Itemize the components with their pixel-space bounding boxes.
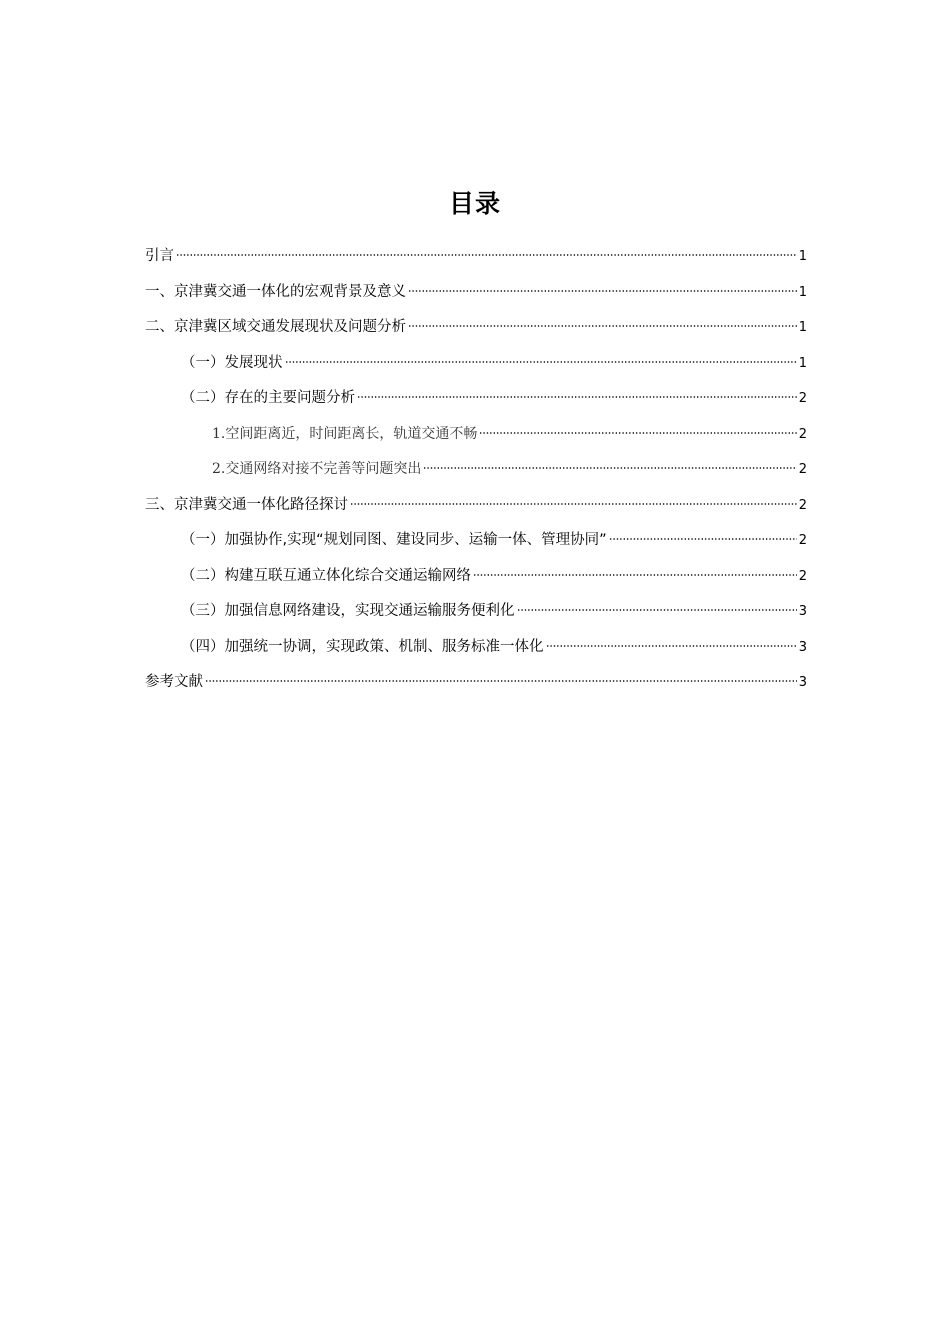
toc-list xyxy=(145,239,807,701)
toc-entry-page-number: 1 xyxy=(798,320,807,335)
toc-dot-leader xyxy=(408,290,797,292)
toc-entry-page-number: 1 xyxy=(798,355,807,371)
toc-entry-section-3[interactable] xyxy=(145,488,807,524)
toc-entry-label: （一）发展现状 xyxy=(181,354,283,371)
toc-entry-section-3-2[interactable] xyxy=(145,559,807,595)
toc-dot-leader xyxy=(546,645,797,647)
toc-entry-section-2-2[interactable] xyxy=(145,381,807,417)
toc-entry-section-2-2-2[interactable] xyxy=(145,452,807,488)
toc-dot-leader xyxy=(609,538,797,540)
toc-entry-page-number: 3 xyxy=(798,675,807,690)
toc-dot-leader xyxy=(357,396,797,398)
toc-entry-label: （二）构建互联互通立体化综合交通运输网络 xyxy=(181,567,471,584)
toc-entry-page-number: 2 xyxy=(798,497,807,513)
toc-dot-leader xyxy=(423,467,796,469)
toc-dot-leader xyxy=(285,361,797,363)
toc-entry-label: 二、京津冀区域交通发展现状及问题分析 xyxy=(145,319,406,335)
toc-entry-page-number: 3 xyxy=(798,639,807,655)
toc-dot-leader xyxy=(205,680,797,682)
toc-entry-section-1[interactable] xyxy=(145,275,807,311)
toc-entry-label: 引言 xyxy=(145,248,174,264)
toc-entry-page-number: 2 xyxy=(798,426,807,442)
toc-dot-leader xyxy=(479,432,796,434)
toc-entry-label: 参考文献 xyxy=(145,674,203,690)
toc-dot-leader xyxy=(350,503,797,505)
toc-title: 目录 xyxy=(448,189,501,218)
toc-dot-leader xyxy=(517,609,797,611)
toc-entry-section-2[interactable] xyxy=(145,310,807,346)
toc-entry-page-number: 2 xyxy=(798,462,807,477)
toc-entry-section-2-2-1[interactable] xyxy=(145,417,807,453)
toc-entry-section-3-3[interactable] xyxy=(145,594,807,630)
toc-entry-label: （二）存在的主要问题分析 xyxy=(181,390,355,406)
toc-dot-leader xyxy=(408,325,797,327)
toc-dot-leader xyxy=(176,254,797,256)
toc-entry-introduction[interactable] xyxy=(145,239,807,275)
toc-entry-page-number: 2 xyxy=(798,568,807,584)
toc-entry-page-number: 3 xyxy=(798,604,807,619)
toc-dot-leader xyxy=(473,574,797,576)
toc-entry-references[interactable] xyxy=(145,665,807,701)
toc-entry-label: 2.交通网络对接不完善等问题突出 xyxy=(212,461,422,477)
toc-entry-page-number: 2 xyxy=(798,533,807,548)
toc-entry-page-number: 1 xyxy=(798,284,807,300)
toc-entry-label: （三）加强信息网络建设，实现交通运输服务便利化 xyxy=(181,603,515,619)
toc-entry-label: 三、京津冀交通一体化路径探讨 xyxy=(145,496,348,513)
toc-entry-label: （一）加强协作,实现“规划同图、建设同步、运输一体、管理协同” xyxy=(181,532,607,548)
toc-entry-page-number: 1 xyxy=(798,249,807,264)
toc-entry-page-number: 2 xyxy=(798,391,807,406)
toc-entry-section-3-4[interactable] xyxy=(145,630,807,666)
toc-entry-label: 一、京津冀交通一体化的宏观背景及意义 xyxy=(145,283,406,300)
toc-entry-label: 1.空间距离近，时间距离长，轨道交通不畅 xyxy=(212,425,478,442)
toc-entry-section-2-1[interactable] xyxy=(145,346,807,382)
toc-entry-section-3-1[interactable] xyxy=(145,523,807,559)
toc-entry-label: （四）加强统一协调，实现政策、机制、服务标准一体化 xyxy=(181,638,544,655)
